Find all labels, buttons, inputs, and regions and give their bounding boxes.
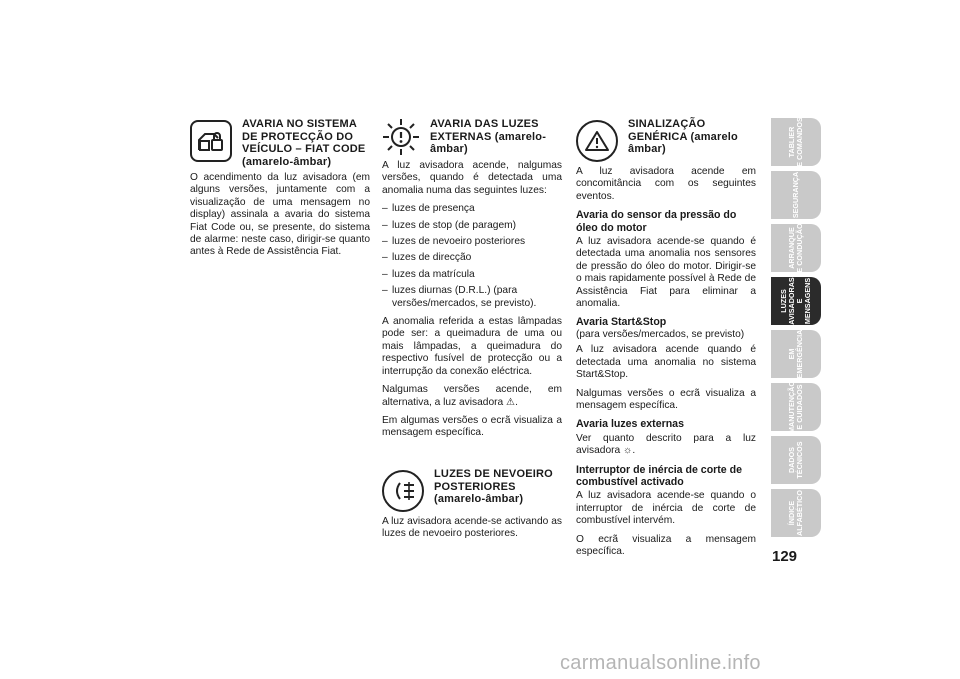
- section-header-fiat-code: [190, 118, 370, 168]
- column-fiat-code: [190, 118, 370, 265]
- subheading: Avaria luzes externas: [576, 418, 684, 431]
- subheading: Interruptor de inércia de corte de combustível activado: [576, 463, 743, 488]
- tab-manutencao[interactable]: [771, 383, 821, 431]
- column-generic-signal: [576, 118, 756, 564]
- subheading: Avaria Start&Stop: [576, 316, 667, 329]
- tab-label: SEGURANÇA: [791, 171, 800, 219]
- tab-label: DADOS TÉCNICOS: [787, 441, 804, 479]
- tab-tablier[interactable]: [771, 118, 821, 166]
- section-title: AVARIA NO SISTEMA DE PROTECÇÃO DO VEÍCULO – FIAT CODE (amarelo-âmbar): [242, 118, 366, 168]
- paragraph: A anomalia referida a estas lâmpadas pode ser: a queimadura de uma ou mais lâmpadas, a queimadura do respectivo fusível de protecção ou a interrupção da conexão eléctrica.: [382, 316, 562, 377]
- paragraph: (para versões/mercados, se previsto): [576, 328, 745, 340]
- tab-label: EM EMERGÊNCIA: [787, 329, 804, 379]
- paragraph: O acendimento da luz avisadora (em alguns versões, juntamente com a visualização de uma mensagem no display) assinala a avaria do sistema Fiat Code ou, se presente, do sistema de alarme: neste caso, dirigir-se quanto antes à Rede de Assistência Fiat.: [190, 172, 370, 258]
- list-item: – luzes de presença: [382, 203, 562, 215]
- paragraph: A luz avisadora acende quando é detectada uma anomalia no sistema Start&Stop.: [576, 344, 756, 381]
- section-header-rear-fog: [382, 468, 562, 512]
- paragraph: A luz avisadora acende-se quando o interruptor de inércia de corte de combustível intervém.: [576, 490, 756, 527]
- section-title: AVARIA DAS LUZES EXTERNAS (amarelo-âmbar): [430, 118, 547, 155]
- tab-label: LUZES AVISADORAS E MENSAGENS: [779, 277, 812, 325]
- paragraph: A luz avisadora acende, nalgumas versões, quando é detectada uma anomalia numa das seguintes luzes:: [382, 160, 562, 196]
- lights-list: [382, 203, 562, 310]
- list-item: – luzes da matrícula: [382, 269, 562, 281]
- paragraph: Nalgumas versões o ecrã visualiza a mensagem específica.: [576, 387, 756, 411]
- section-title: LUZES DE NEVOEIRO POSTERIORES (amarelo-âmbar): [434, 468, 553, 505]
- tab-label: ÍNDICE ALFABÉTICO: [787, 490, 804, 536]
- tab-luzes-avisadoras[interactable]: [771, 277, 821, 325]
- list-item: – luzes de stop (de paragem): [382, 220, 562, 232]
- rear-fog-icon: [382, 470, 424, 512]
- tab-dados-tecnicos[interactable]: [771, 436, 821, 484]
- tab-arranque[interactable]: [771, 224, 821, 272]
- paragraph: Nalgumas versões acende, em alternativa, a luz avisadora ⚠.: [382, 384, 562, 408]
- page-number: 129: [772, 548, 798, 565]
- column-rear-fog: [382, 468, 562, 547]
- list-item: – luzes de nevoeiro posteriores: [382, 236, 562, 248]
- subheading: Avaria do sensor da pressão do óleo do motor: [576, 209, 737, 234]
- section-header-external-lights: [382, 118, 562, 156]
- section-header-generic: [576, 118, 756, 162]
- watermark: carmanualsonline.info: [560, 652, 761, 674]
- column-external-lights: [382, 118, 562, 446]
- tab-indice[interactable]: [771, 489, 821, 537]
- paragraph: A luz avisadora acende em concomitância com os seguintes eventos.: [576, 166, 756, 202]
- warning-triangle-icon: [576, 120, 618, 162]
- tab-seguranca[interactable]: [771, 171, 821, 219]
- immobilizer-icon: [190, 120, 232, 162]
- chapter-tabs: [771, 118, 821, 542]
- paragraph: Em algumas versões o ecrã visualiza a mensagem específica.: [382, 414, 562, 439]
- paragraph: O ecrã visualiza a mensagem específica.: [576, 533, 756, 557]
- list-item: – luzes de direcção: [382, 252, 562, 264]
- tab-emergencia[interactable]: [771, 330, 821, 378]
- list-item: – luzes diurnas (D.R.L.) (para versões/mercados, se previsto).: [382, 285, 562, 310]
- tab-label: ARRANQUE E CONDUÇÃO: [787, 223, 804, 273]
- section-title: SINALIZAÇÃO GENÉRICA (amarelo âmbar): [628, 118, 738, 155]
- paragraph: A luz avisadora acende-se quando é detectada uma anomalia nos sensores de pressão do óleo do motor. Dirigir-se o mais rapidamente possível à Rede de Assistência Fiat para eliminar a anomalia.: [576, 236, 756, 310]
- paragraph: Ver quanto descrito para a luz avisadora ☼.: [576, 432, 756, 457]
- external-lights-icon: [382, 118, 420, 156]
- tab-label: MANUTENÇÃO E CUIDADOS: [787, 381, 804, 433]
- tab-label: TABLIER E COMANDOS: [787, 117, 804, 167]
- paragraph: A luz avisadora acende-se activando as luzes de nevoeiro posteriores.: [382, 516, 562, 540]
